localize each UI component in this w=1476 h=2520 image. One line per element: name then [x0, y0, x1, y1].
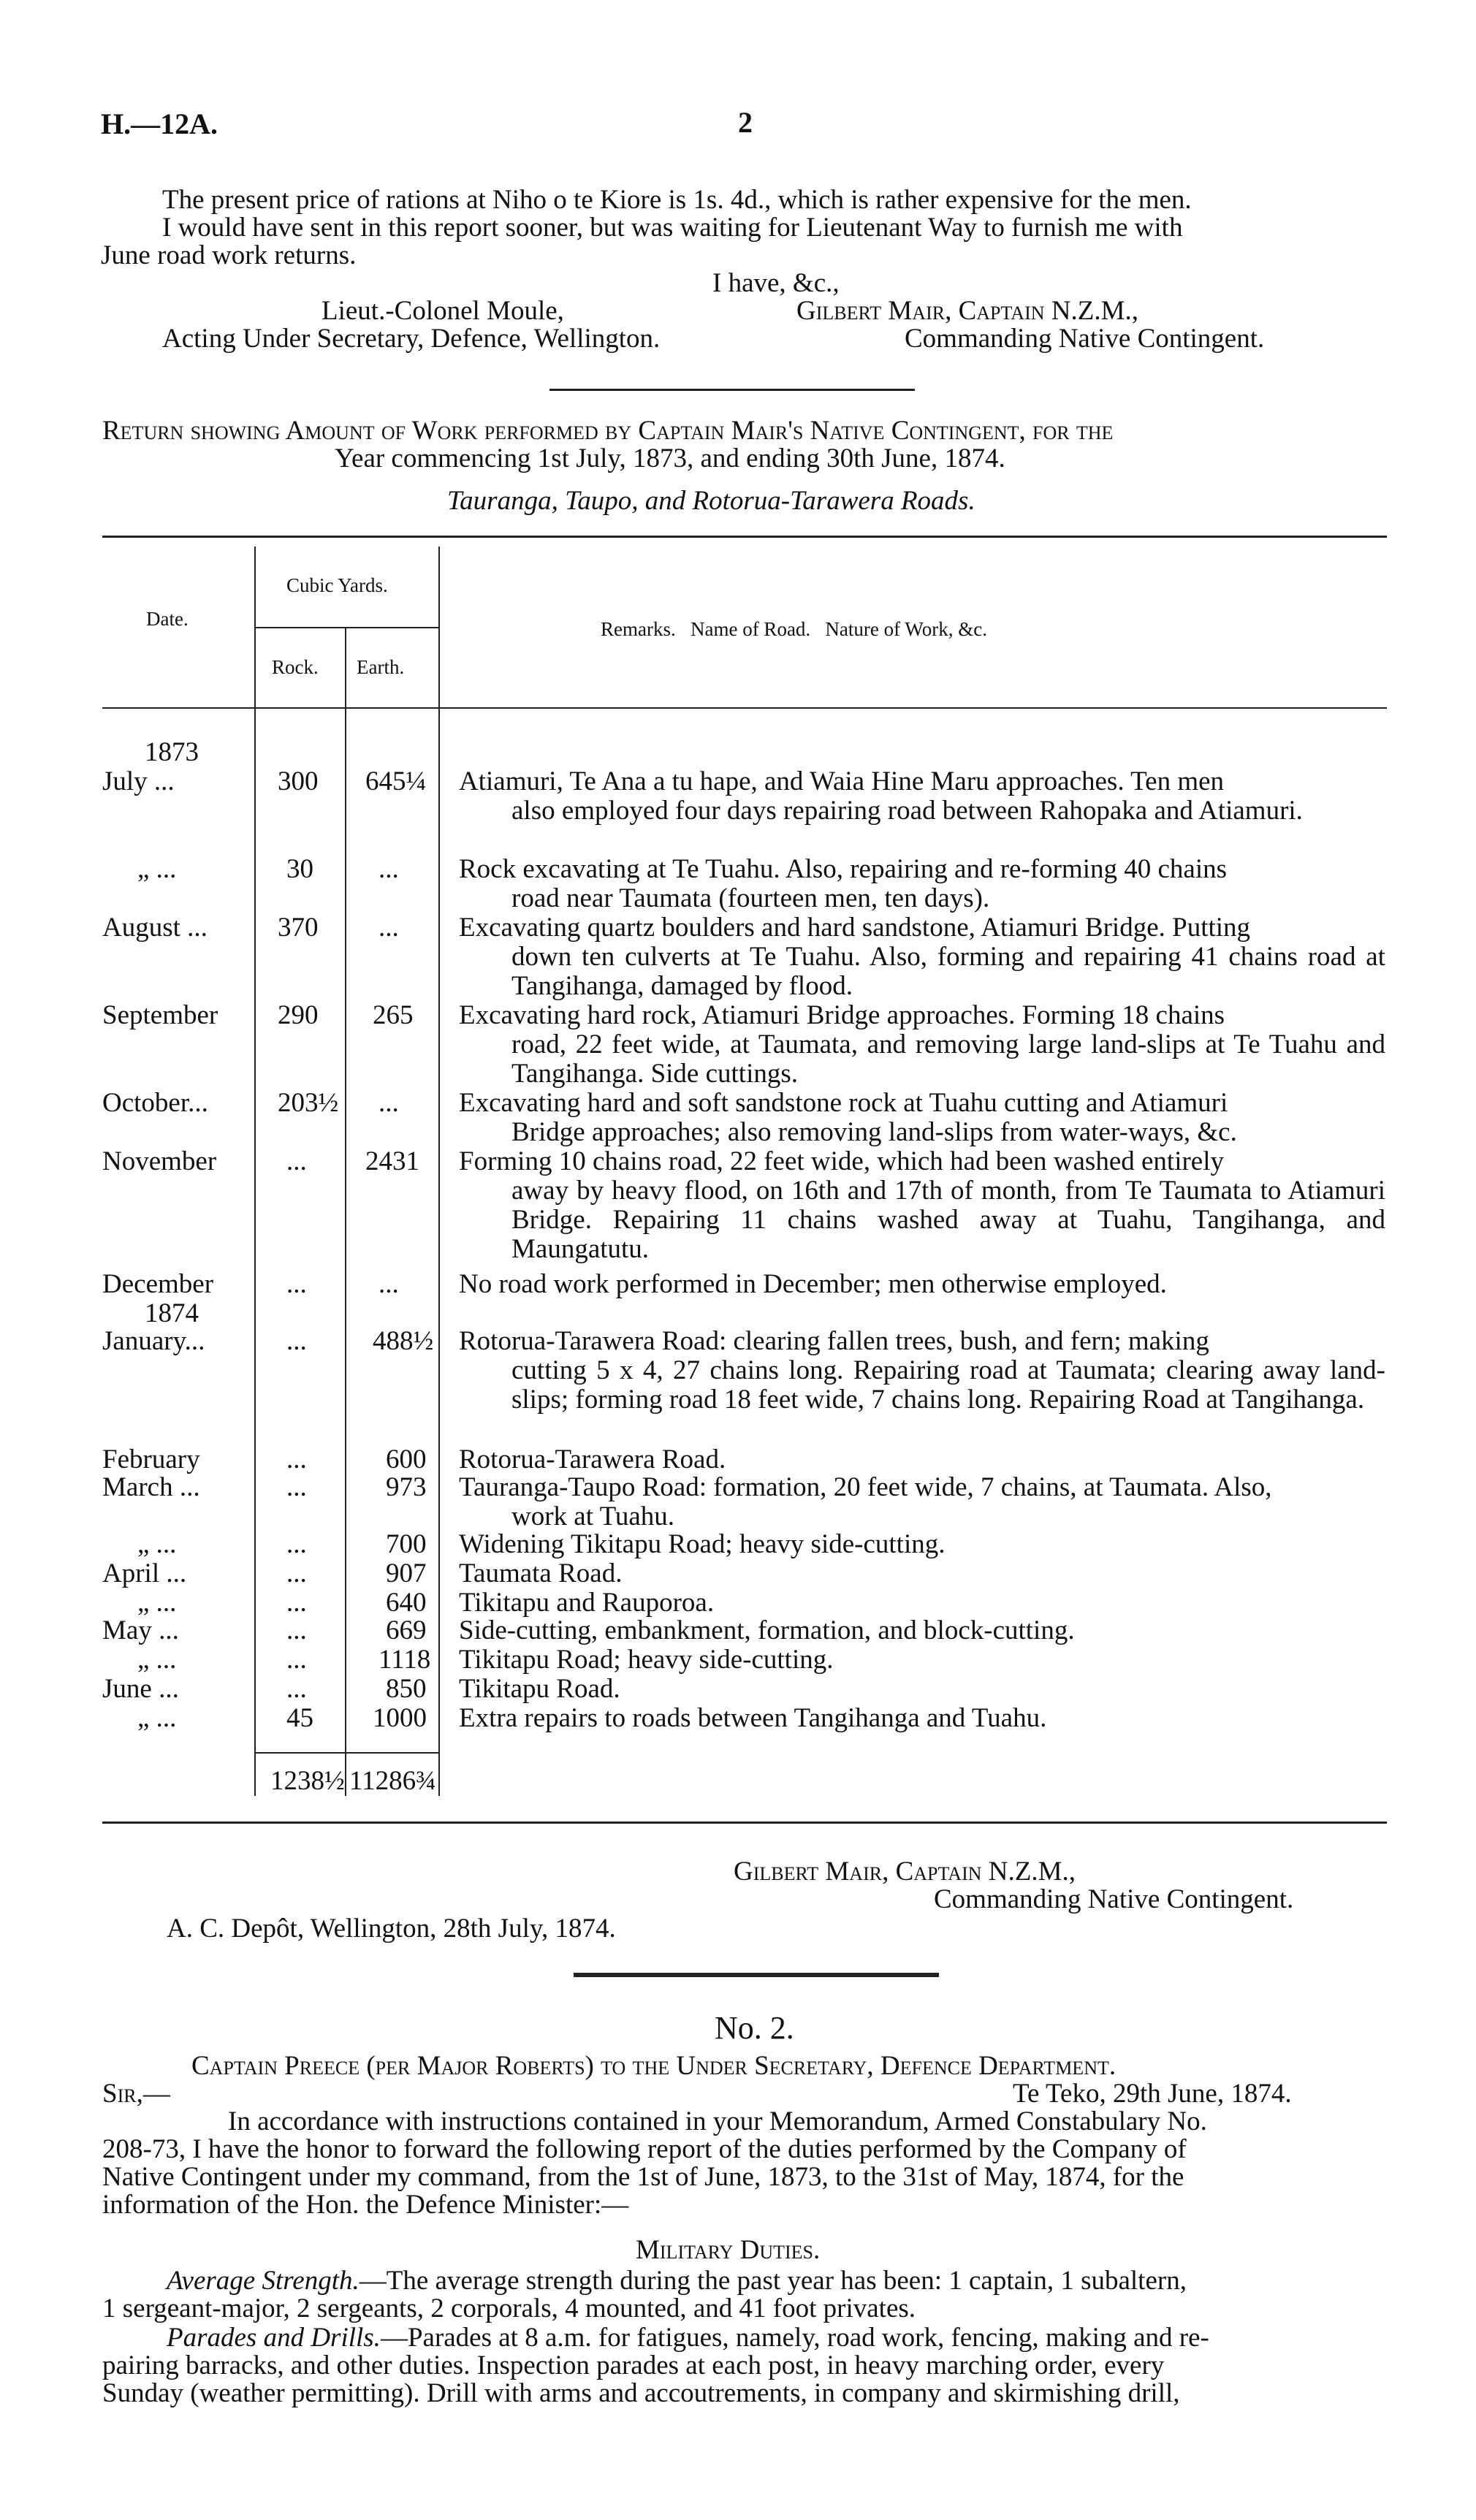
total-earth: 11286¾	[349, 1766, 436, 1796]
table-row-earth: 488½	[373, 1326, 434, 1356]
table-row-date: „ ...	[137, 1645, 177, 1675]
table-row-earth: 2431	[365, 1146, 419, 1176]
remarks-continuation: Bridge approaches; also removing land-slips from water-ways, &c.	[511, 1117, 1237, 1147]
table-row-rock: ...	[286, 1444, 307, 1474]
header-date: Date.	[146, 608, 189, 630]
table-row-date: March ...	[102, 1472, 200, 1502]
table-row-remarks	[459, 1327, 1385, 1415]
table-row-rock: 30	[286, 854, 313, 884]
table-row-remarks	[459, 1588, 1385, 1618]
no2-parades-line-1	[167, 2323, 1209, 2353]
year-1874: 1874	[145, 1298, 199, 1328]
table-row-date: January...	[102, 1326, 205, 1356]
avg-strength-label: Average Strength.	[167, 2266, 360, 2296]
totals-rule	[254, 1752, 438, 1754]
intro-signer-2: Commanding Native Contingent.	[905, 324, 1265, 354]
remarks-first-line: Tikitapu Road; heavy side-cutting.	[459, 1645, 834, 1675]
no2-parades-line-2: pairing barracks, and other duties. Inspection parades at each post, in heavy marching order, every	[102, 2350, 1165, 2380]
table-row-earth: 700	[386, 1529, 427, 1559]
table-row-rock: 290	[278, 1000, 319, 1030]
table-row-date: June ...	[102, 1674, 179, 1704]
table-row-earth: 1000	[373, 1703, 427, 1733]
table-row-remarks	[459, 1001, 1385, 1089]
remarks-first-line: Taumata Road.	[459, 1558, 623, 1588]
table-row-earth: ...	[378, 1088, 399, 1118]
table-row-earth: 850	[386, 1674, 427, 1704]
table-row-earth: ...	[378, 854, 399, 884]
table-signer-2: Commanding Native Contingent.	[934, 1884, 1294, 1914]
intro-line-2: I would have sent in this report sooner, but was waiting for Lieutenant Way to furnish me with	[162, 213, 1183, 243]
remarks-continuation: away by heavy flood, on 16th and 17th of month, from Te Taumata to Atiamuri Bridge. Repairing 11 chains washed away at Tuahu, Tangihanga, and Maungatutu.	[511, 1176, 1385, 1264]
remarks-first-line: Widening Tikitapu Road; heavy side-cutting.	[459, 1529, 946, 1559]
remarks-continuation: road near Taumata (fourteen men, ten days).	[511, 883, 990, 913]
table-row-remarks	[459, 1559, 1385, 1588]
intro-signer-1: Gilbert Mair, Captain N.Z.M.,	[796, 296, 1138, 326]
remarks-first-line: Forming 10 chains road, 22 feet wide, which had been washed entirely	[459, 1146, 1225, 1176]
remarks-first-line: Atiamuri, Te Ana a tu hape, and Waia Hine Maru approaches. Ten men	[459, 766, 1225, 796]
header-cubic-yards: Cubic Yards.	[286, 574, 388, 596]
table-row-date: May ...	[102, 1615, 179, 1645]
no2-para1-line-1: In accordance with instructions contained in your Memorandum, Armed Constabulary No.	[228, 2106, 1207, 2136]
page-number: 2	[738, 106, 753, 139]
cubic-yards-rule	[254, 627, 438, 628]
table-row-rock: ...	[286, 1146, 307, 1176]
header-rock: Rock.	[272, 656, 319, 678]
no2-place-date: Te Teko, 29th June, 1874.	[1013, 2079, 1292, 2109]
remarks-first-line: Tauranga-Taupo Road: formation, 20 feet wide, 7 chains, at Taumata. Also,	[459, 1472, 1272, 1502]
table-row-date: August ...	[102, 913, 208, 943]
table-row-rock: ...	[286, 1558, 307, 1588]
col-rule-earth	[438, 547, 440, 1796]
col-rule-rock	[345, 627, 346, 1796]
no2-avg-strength-line-2: 1 sergeant-major, 2 sergeants, 2 corporals, 4 mounted, and 41 foot privates.	[102, 2293, 916, 2323]
return-subtitle: Tauranga, Taupo, and Rotorua-Tarawera Roads.	[447, 486, 975, 516]
table-row-earth: 645¼	[365, 766, 427, 796]
remarks-first-line: Excavating quartz boulders and hard sandstone, Atiamuri Bridge. Putting	[459, 913, 1251, 943]
table-row-remarks	[459, 1704, 1385, 1733]
table-row-date: April ...	[102, 1558, 187, 1588]
table-row-earth: 600	[386, 1444, 427, 1474]
parades-label: Parades and Drills.	[167, 2323, 381, 2353]
table-row-earth: 640	[386, 1588, 427, 1618]
table-row-earth: 669	[386, 1615, 427, 1645]
table-row-earth: ...	[378, 913, 399, 943]
remarks-continuation: road, 22 feet wide, at Taumata, and removing large land-slips at Te Tuahu and Tangihanga. Side cuttings.	[511, 1029, 1385, 1089]
table-row-earth: 1118	[378, 1645, 431, 1675]
table-row-remarks	[459, 1473, 1385, 1531]
table-top-rule	[102, 536, 1387, 538]
no2-para1-line-4: information of the Hon. the Defence Minister:—	[102, 2190, 629, 2220]
table-row-date: „ ...	[137, 854, 177, 884]
remarks-first-line: Extra repairs to roads between Tangihanga and Tuahu.	[459, 1703, 1047, 1733]
table-row-date: „ ...	[137, 1588, 177, 1618]
remarks-first-line: Rock excavating at Te Tuahu. Also, repairing and re-forming 40 chains	[459, 854, 1227, 884]
header-earth: Earth.	[357, 656, 405, 678]
intro-addressee-1: Lieut.-Colonel Moule,	[322, 296, 564, 326]
remarks-first-line: Excavating hard rock, Atiamuri Bridge approaches. Forming 18 chains	[459, 1000, 1225, 1030]
remarks-first-line: Side-cutting, embankment, formation, and block-cutting.	[459, 1615, 1075, 1645]
no2-para1-line-3: Native Contingent under my command, from the 1st of June, 1873, to the 31st of May, 1874, for the	[102, 2162, 1184, 2192]
table-row-remarks	[459, 1089, 1385, 1147]
table-row-rock: ...	[286, 1674, 307, 1704]
table-row-remarks	[459, 913, 1385, 1001]
section-divider-2	[574, 1973, 939, 1977]
intro-line-1: The present price of rations at Niho o te Kiore is 1s. 4d., which is rather expensive for the men.	[162, 185, 1192, 215]
header-remarks: Remarks. Name of Road. Nature of Work, &c.	[601, 618, 987, 640]
table-row-rock: ...	[286, 1645, 307, 1675]
table-row-date: February	[102, 1444, 200, 1474]
table-row-earth: ...	[378, 1269, 399, 1299]
table-place-date: A. C. Depôt, Wellington, 28th July, 1874.	[167, 1914, 616, 1944]
return-title-1: Return showing Amount of Work performed by Captain Mair's Native Contingent, for the	[102, 416, 1114, 446]
table-row-rock: ...	[286, 1472, 307, 1502]
remarks-continuation: also employed four days repairing road between Rahopaka and Atiamuri.	[511, 796, 1303, 826]
remarks-first-line: Tikitapu and Rauporoa.	[459, 1588, 715, 1618]
remarks-first-line: Tikitapu Road.	[459, 1674, 620, 1704]
no2-parades-line-3: Sunday (weather permitting). Drill with arms and accoutrements, in company and skirmishing drill,	[102, 2378, 1180, 2408]
table-row-remarks	[459, 767, 1385, 826]
intro-addressee-2: Acting Under Secretary, Defence, Wellington.	[162, 324, 661, 354]
table-row-date: October...	[102, 1088, 208, 1118]
table-row-date: September	[102, 1000, 218, 1030]
no2-salutation: Sir,—	[102, 2079, 170, 2109]
remarks-first-line: Excavating hard and soft sandstone rock at Tuahu cutting and Atiamuri	[459, 1088, 1228, 1118]
remarks-continuation: cutting 5 x 4, 27 chains long. Repairing road at Taumata; clearing away land-slips; forming road 18 feet wide, 7 chains long. Repairing Road at Tangihanga.	[511, 1355, 1385, 1415]
parades-text: —Parades at 8 a.m. for fatigues, namely, road work, fencing, making and re-	[380, 2323, 1209, 2353]
remarks-first-line: Rotorua-Tarawera Road.	[459, 1444, 726, 1474]
table-row-rock: ...	[286, 1326, 307, 1356]
remarks-first-line: No road work performed in December; men otherwise employed.	[459, 1269, 1167, 1299]
no2-section-heading: Military Duties.	[636, 2235, 821, 2265]
table-row-rock: 300	[278, 766, 319, 796]
table-row-date: „ ...	[137, 1703, 177, 1733]
table-row-remarks	[459, 855, 1385, 913]
table-row-remarks	[459, 1445, 1385, 1474]
table-row-remarks	[459, 1645, 1385, 1675]
table-row-rock: 45	[286, 1703, 313, 1733]
table-header-rule	[102, 707, 1387, 709]
no2-para1-line-2: 208-73, I have the honor to forward the following report of the duties performed by the Company of	[102, 2134, 1187, 2164]
table-row-remarks	[459, 1270, 1385, 1299]
table-bottom-rule	[102, 1822, 1387, 1824]
intro-line-3: June road work returns.	[101, 240, 357, 270]
table-row-rock: ...	[286, 1529, 307, 1559]
table-row-earth: 973	[386, 1472, 427, 1502]
table-signer-1: Gilbert Mair, Captain N.Z.M.,	[734, 1857, 1076, 1887]
table-row-rock: 370	[278, 913, 319, 943]
table-row-earth: 265	[373, 1000, 414, 1030]
avg-strength-text: —The average strength during the past year has been: 1 captain, 1 subaltern,	[359, 2266, 1187, 2296]
year-1873: 1873	[145, 737, 199, 767]
intro-sign-off: I have, &c.,	[712, 268, 840, 298]
col-rule-date	[254, 547, 256, 1796]
table-row-rock: ...	[286, 1269, 307, 1299]
remarks-continuation: work at Tuahu.	[511, 1501, 675, 1531]
table-row-remarks	[459, 1147, 1385, 1264]
return-title-2: Year commencing 1st July, 1873, and ending 30th June, 1874.	[335, 444, 1005, 473]
table-row-earth: 907	[386, 1558, 427, 1588]
table-row-date: „ ...	[137, 1529, 177, 1559]
table-row-rock: ...	[286, 1615, 307, 1645]
table-row-rock: 203½	[278, 1088, 339, 1118]
table-row-remarks	[459, 1616, 1385, 1645]
table-row-date: July ...	[102, 766, 175, 796]
page-ref: H.—12A.	[101, 107, 218, 140]
table-row-remarks	[459, 1530, 1385, 1559]
table-row-rock: ...	[286, 1588, 307, 1618]
remarks-first-line: Rotorua-Tarawera Road: clearing fallen trees, bush, and fern; making	[459, 1326, 1209, 1356]
table-row-date: December	[102, 1269, 214, 1299]
no2-avg-strength-line-1	[167, 2266, 1187, 2296]
total-rock: 1238½	[270, 1766, 345, 1796]
no2-from-line: Captain Preece (per Major Roberts) to the Under Secretary, Defence Department.	[191, 2051, 1116, 2081]
section-divider-1	[549, 389, 915, 391]
remarks-continuation: down ten culverts at Te Tuahu. Also, forming and repairing 41 chains road at Tangihanga, damaged by flood.	[511, 942, 1385, 1001]
table-row-date: November	[102, 1146, 217, 1176]
table-row-remarks	[459, 1675, 1385, 1704]
no2-heading: No. 2.	[715, 2010, 794, 2046]
